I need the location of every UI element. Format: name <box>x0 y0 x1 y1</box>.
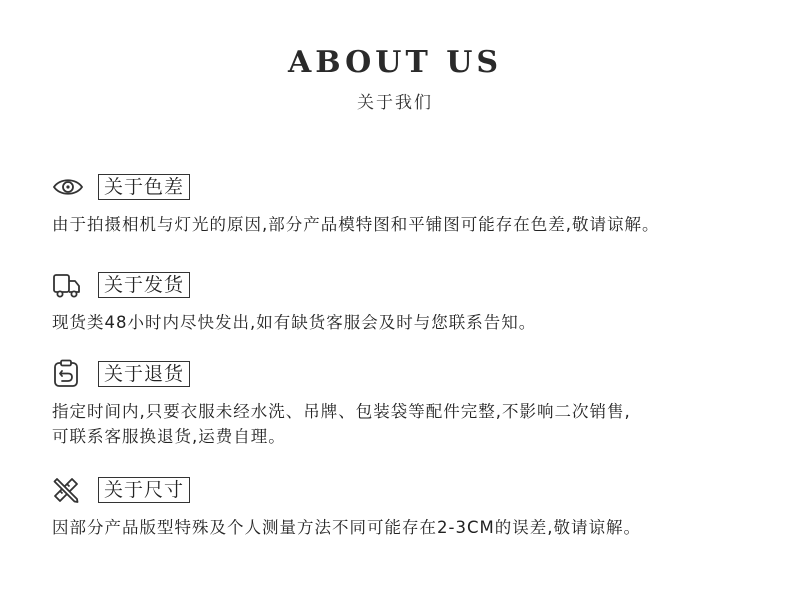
ruler-pencil-icon <box>52 475 84 505</box>
section-title: 关于发货 <box>98 272 190 298</box>
eye-icon <box>52 172 84 202</box>
section-title: 关于色差 <box>98 174 190 200</box>
section-header <box>52 475 762 505</box>
page-subtitle: 关于我们 <box>357 93 433 113</box>
section-header <box>52 172 762 202</box>
section-returns <box>52 359 762 449</box>
section-text-line: 现货类48小时内尽快发出,如有缺货客服会及时与您联系告知。 <box>52 313 537 332</box>
section-color-difference <box>52 172 762 237</box>
section-text-line: 由于拍摄相机与灯光的原因,部分产品模特图和平铺图可能存在色差,敬请谅解。 <box>52 215 660 234</box>
section-header <box>52 359 762 389</box>
section-text-line: 可联系客服换退货,运费自理。 <box>52 427 286 446</box>
section-text-line: 因部分产品版型特殊及个人测量方法不同可能存在2-3CM的误差,敬请谅解。 <box>52 518 641 537</box>
section-title: 关于尺寸 <box>98 477 190 503</box>
page-title: ABOUT US <box>287 45 503 80</box>
section-body <box>52 399 762 449</box>
return-icon <box>52 359 84 389</box>
header <box>0 44 790 114</box>
section-size <box>52 475 762 540</box>
section-body <box>52 515 762 540</box>
section-shipping <box>52 270 762 335</box>
section-body <box>52 212 762 237</box>
section-title: 关于退货 <box>98 361 190 387</box>
section-body <box>52 310 762 335</box>
section-header <box>52 270 762 300</box>
section-text-line: 指定时间内,只要衣服未经水洗、吊牌、包装袋等配件完整,不影响二次销售, <box>52 402 631 421</box>
truck-icon <box>52 270 84 300</box>
